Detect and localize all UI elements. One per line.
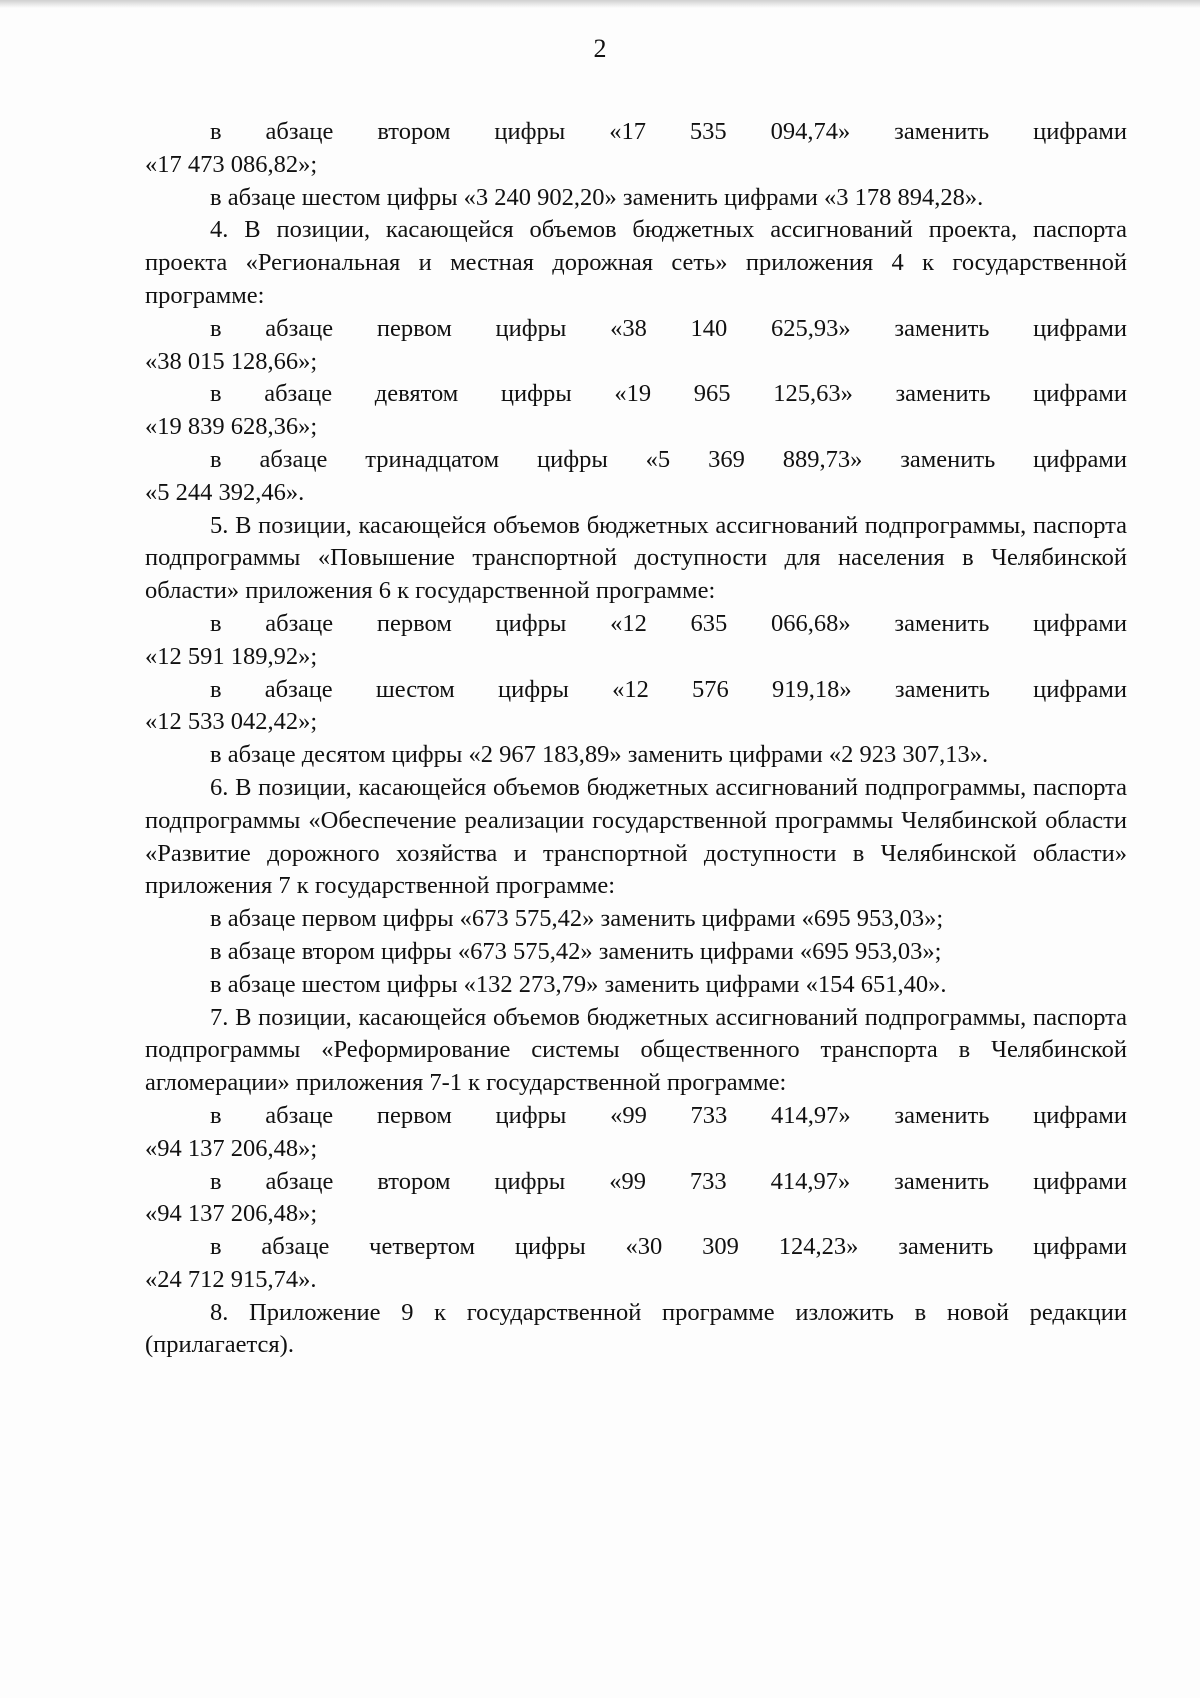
paragraph-19: в абзаце втором цифры «673 575,42» заменить цифрами «695 953,03»; [210, 937, 942, 965]
paragraph-24: в абзаце втором цифры «99 733 414,97» заменить цифрами [210, 1167, 1127, 1195]
paragraph-10: «5 244 392,46». [145, 478, 305, 506]
paragraph-27: «24 712 915,74». [145, 1265, 317, 1293]
paragraph-9: в абзаце тринадцатом цифры «5 369 889,73» заменить цифрами [210, 445, 1127, 473]
paragraph-8: «19 839 628,36»; [145, 413, 318, 441]
paragraph-21: 7. В позиции, касающейся объемов бюджетных ассигнований подпрограммы, паспорта подпрограммы «Реформирование системы общественного транспорта в Челябинской агломерации» приложения 7-1 к государственной программе: [145, 1003, 1127, 1097]
paragraph-28: 8. Приложение 9 к государственной программе изложить в новой редакции (прилагается). [145, 1298, 1127, 1359]
paragraph-16: в абзаце десятом цифры «2 967 183,89» заменить цифрами «2 923 307,13». [210, 741, 989, 769]
paragraph-17: 6. В позиции, касающейся объемов бюджетных ассигнований подпрограммы, паспорта подпрограммы «Обеспечение реализации государственной программы Челябинской области «Развитие дорожного хозяйства и транспортной доступности в Челябинской области» приложения 7 к государственной программе: [145, 773, 1127, 900]
paragraph-18: в абзаце первом цифры «673 575,42» заменить цифрами «695 953,03»; [210, 905, 944, 933]
paragraph-23: «94 137 206,48»; [145, 1134, 318, 1162]
paragraph-3: в абзаце шестом цифры «3 240 902,20» заменить цифрами «3 178 894,28». [210, 183, 984, 211]
paragraph-6: «38 015 128,66»; [145, 347, 318, 375]
scan-edge [0, 0, 1200, 8]
paragraph-14: в абзаце шестом цифры «12 576 919,18» заменить цифрами [210, 675, 1127, 703]
paragraph-13: «12 591 189,92»; [145, 642, 318, 670]
paragraph-25: «94 137 206,48»; [145, 1200, 318, 1228]
page-number: 2 [593, 34, 607, 63]
paragraph-4: 4. В позиции, касающейся объемов бюджетных ассигнований проекта, паспорта проекта «Региональная и местная дорожная сеть» приложения 4 к государственной программе: [145, 216, 1127, 309]
paragraph-11: 5. В позиции, касающейся объемов бюджетных ассигнований подпрограммы, паспорта подпрограммы «Повышение транспортной доступности для населения в Челябинской области» приложения 6 к государственной программе: [145, 511, 1127, 605]
paragraph-15: «12 533 042,42»; [145, 708, 318, 736]
paragraph-5: в абзаце первом цифры «38 140 625,93» заменить цифрами [210, 314, 1127, 342]
paragraph-2: «17 473 086,82»; [145, 150, 318, 178]
paragraph-12: в абзаце первом цифры «12 635 066,68» заменить цифрами [210, 609, 1127, 637]
paragraph-1: в абзаце втором цифры «17 535 094,74» заменить цифрами [210, 118, 1127, 145]
paragraph-7: в абзаце девятом цифры «19 965 125,63» заменить цифрами [210, 380, 1127, 408]
paragraph-26: в абзаце четвертом цифры «30 309 124,23» заменить цифрами [210, 1233, 1127, 1261]
document-body [145, 116, 1127, 1362]
paragraph-22: в абзаце первом цифры «99 733 414,97» заменить цифрами [210, 1101, 1127, 1129]
paragraph-20: в абзаце шестом цифры «132 273,79» заменить цифрами «154 651,40». [210, 970, 947, 998]
